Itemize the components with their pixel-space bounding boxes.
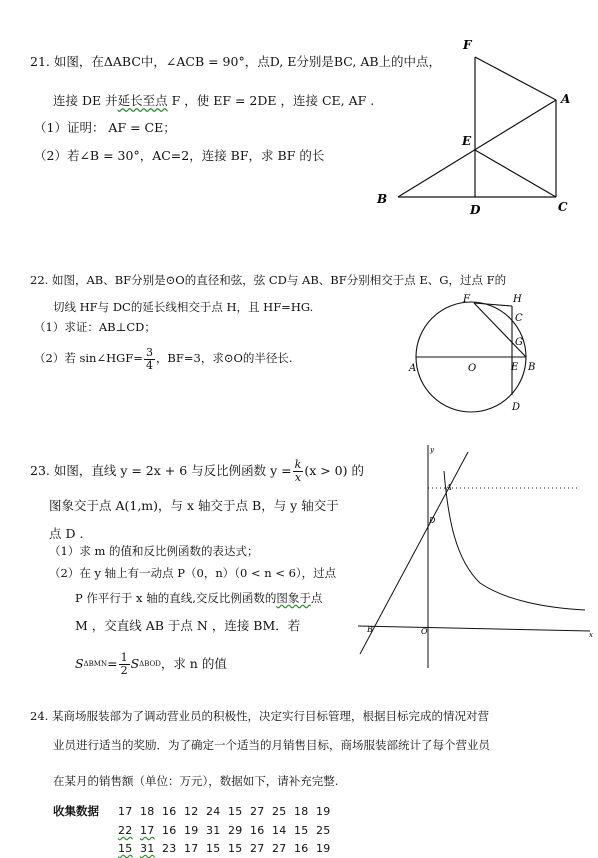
q24-line2: 业员进行适当的奖励．为了确定一个适当的月销售目标，商场服装部统计了每个营业员 bbox=[53, 738, 490, 752]
q23-label-y: y bbox=[430, 446, 434, 454]
q21-label-A: A bbox=[561, 92, 571, 106]
q23-fraction: $\frac{k}{x}$ bbox=[294, 458, 302, 484]
q23-line5: P 作平行于 x 轴的直线,交反比例函数的图象于点 bbox=[75, 591, 323, 605]
q22-label-H: H bbox=[513, 294, 522, 305]
q24-row3: 15 31 23 17 15 15 27 27 16 19 bbox=[118, 842, 331, 855]
q22-label-G: G bbox=[515, 337, 523, 348]
q22-label-A: A bbox=[409, 363, 417, 374]
q22-label-B: B bbox=[528, 362, 536, 373]
q22-part2: （2）若 sin∠HGF= $\frac{3}{4}$ ，BF=3，求⊙O的半径长. bbox=[34, 346, 293, 372]
q21-label-C: C bbox=[558, 200, 568, 214]
q24-line1: 24. 某商场服装部为了调动营业员的积极性，决定实行目标管理，根据目标完成的情况对营 bbox=[30, 709, 489, 723]
q22-line1: 22. 如图，AB、BF分别是⊙O的直径和弦，弦 CD与 AB、BF分别相交于点 E、G，过点 F的 bbox=[30, 273, 507, 287]
q23-line2: 图象交于点 A(1,m)，与 x 轴交于点 B，与 y 轴交于 bbox=[49, 498, 339, 513]
q24-data-label: 收集数据 bbox=[53, 804, 99, 818]
q21-line1: 21. 如图，在ΔABC中，∠ACB = 90°，点D, E分别是BC, AB上的中点， bbox=[30, 54, 442, 69]
q23-half-fraction: $\frac{1}{2}$ bbox=[120, 651, 128, 677]
q21-part2: （2）若∠B = 30°，AC=2，连接 BF，求 BF 的长 bbox=[34, 148, 325, 163]
q21-label-B: B bbox=[377, 192, 388, 206]
q22-label-C: C bbox=[515, 313, 523, 324]
q24-row2: 22 17 16 19 31 29 16 14 15 25 bbox=[118, 824, 331, 837]
q22-label-O: O bbox=[468, 363, 477, 374]
q22-part1: （1）求证：AB⊥CD； bbox=[34, 320, 156, 334]
q23-line6: M ，交直线 AB 于点 N ，连接 BM．若 bbox=[75, 618, 301, 633]
q22-line2: 切线 HF与 DC的延长线相交于点 H，且 HF=HG. bbox=[53, 300, 314, 314]
q23-part2: （2）在 y 轴上有一动点 P（0，n）（0 < n < 6），过点 bbox=[49, 566, 337, 580]
q22-label-F: F bbox=[463, 294, 470, 305]
q23-line7: S ΔBMN = $\frac{1}{2}$ S ΔBOD ，求 n 的值 bbox=[75, 651, 227, 677]
q23-label-A: A bbox=[446, 483, 452, 492]
q24-row1: 17 18 16 12 24 15 27 25 18 19 bbox=[118, 805, 331, 818]
q22-fraction: $\frac{3}{4}$ bbox=[145, 346, 153, 372]
q24-line3: 在某月的销售额（单位：万元），数据如下，请补充完整. bbox=[53, 774, 339, 788]
q23-line3: 点 D . bbox=[49, 526, 84, 541]
q21-part1: （1）证明： AF = CE； bbox=[34, 120, 176, 135]
q23-label-B: B bbox=[367, 625, 373, 634]
q23-label-O: O bbox=[421, 627, 428, 636]
q21-label-F: F bbox=[463, 38, 472, 52]
q23-part1: （1）求 m 的值和反比例函数的表达式； bbox=[49, 544, 259, 558]
q23-label-x: x bbox=[589, 631, 593, 639]
q22-label-D: D bbox=[512, 402, 521, 413]
q21-label-D: D bbox=[470, 203, 481, 217]
q23-label-D: D bbox=[429, 516, 436, 525]
q21-line2: 连接 DE 并延长至点 F ，使 EF = 2DE ，连接 CE, AF . bbox=[53, 93, 375, 108]
q23-line1: 23. 如图，直线 y = 2x + 6 与反比例函数 y = $\frac{k}{x}$ (x > 0) 的 bbox=[30, 458, 364, 484]
q22-label-E: E bbox=[511, 362, 519, 373]
q21-label-E: E bbox=[462, 134, 472, 148]
